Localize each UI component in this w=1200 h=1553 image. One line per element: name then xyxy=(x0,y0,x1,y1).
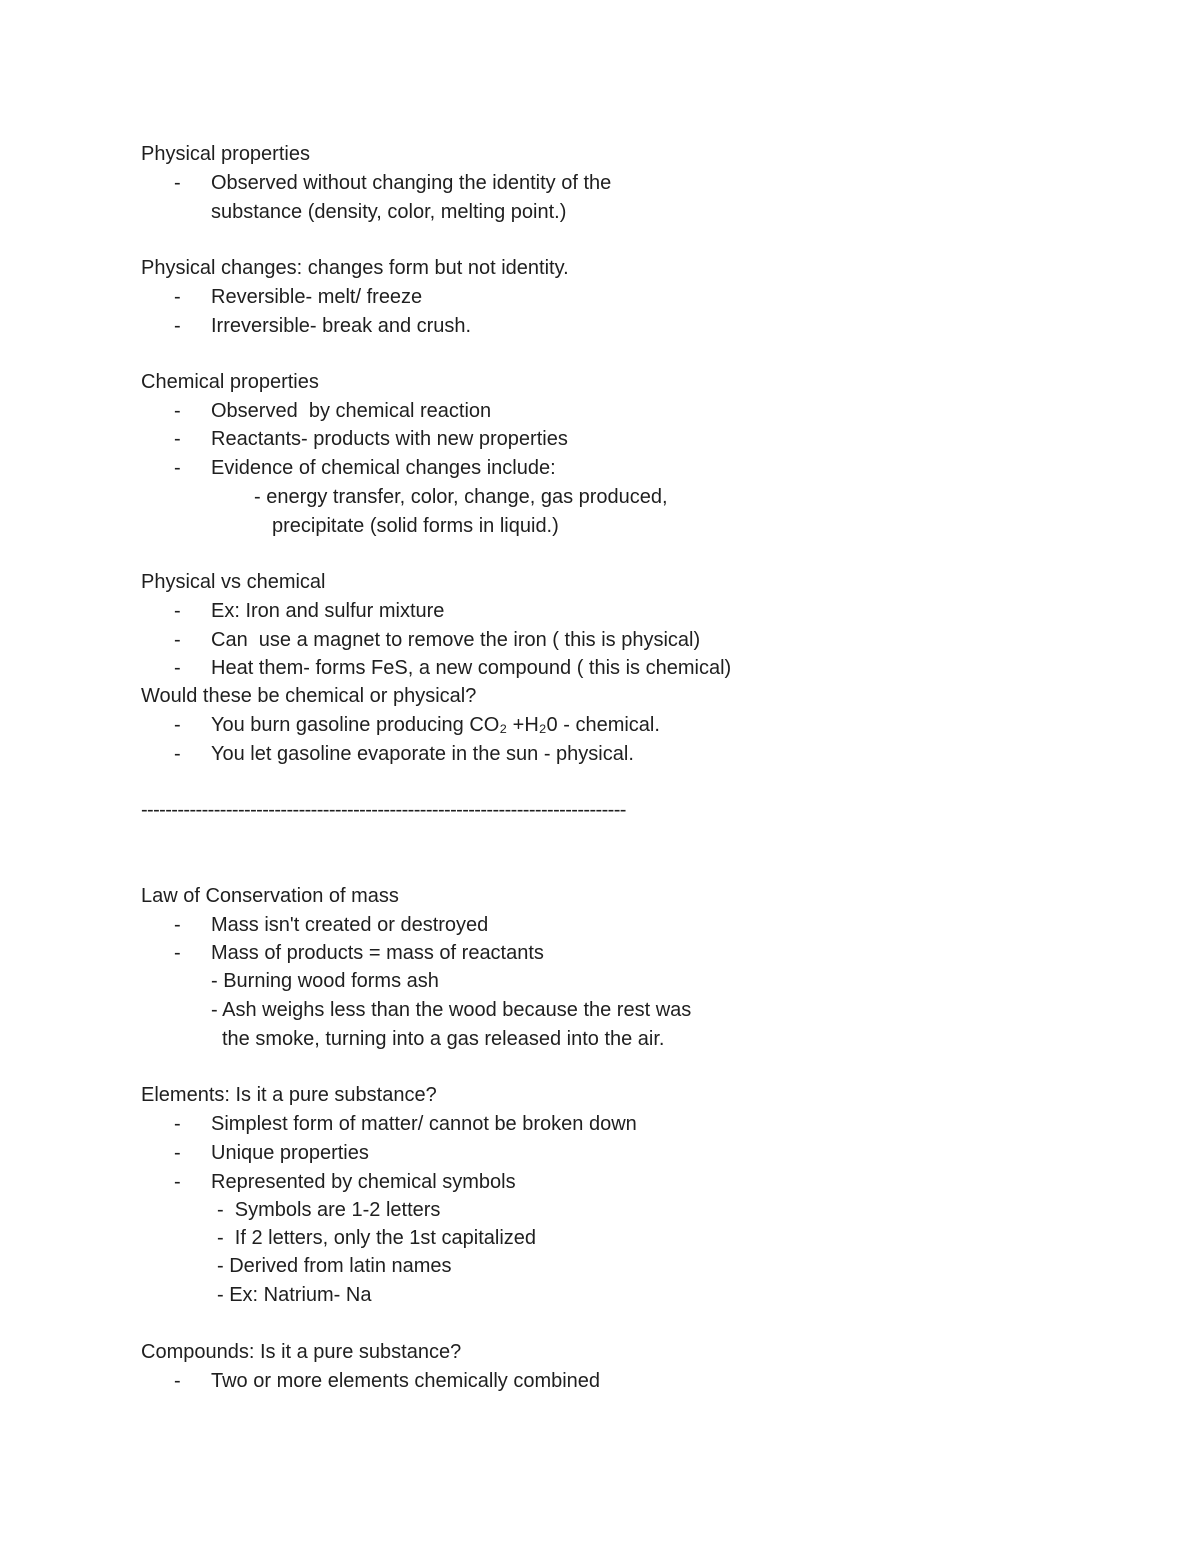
list-item-continuation: substance (density, color, melting point.) xyxy=(211,201,567,223)
section-heading-conservation: Law of Conservation of mass xyxy=(141,885,399,907)
list-item: Ex: Iron and sulfur mixture xyxy=(211,600,445,622)
list-item: Mass isn't created or destroyed xyxy=(211,914,489,936)
bullet-dash: - xyxy=(174,315,181,337)
bullet-dash: - xyxy=(174,286,181,308)
section-heading-physical-vs-chemical: Physical vs chemical xyxy=(141,571,326,593)
bullet-dash: - xyxy=(174,172,181,194)
bullet-dash: - xyxy=(174,629,181,651)
bullet-dash: - xyxy=(174,714,181,736)
bullet-dash: - xyxy=(174,942,181,964)
section-heading-physical-changes: Physical changes: changes form but not identity. xyxy=(141,257,569,279)
list-item: Observed by chemical reaction xyxy=(211,400,492,422)
sub-list-item: - Derived from latin names xyxy=(217,1255,452,1277)
list-item: Reversible- melt/ freeze xyxy=(211,286,423,308)
sub-list-item: - Ash weighs less than the wood because the rest was xyxy=(211,999,692,1021)
bullet-dash: - xyxy=(174,600,181,622)
list-item: Can use a magnet to remove the iron ( this is physical) xyxy=(211,629,701,651)
bullet-dash: - xyxy=(174,1113,181,1135)
list-item: Represented by chemical symbols xyxy=(211,1171,516,1193)
section-heading-compounds: Compounds: Is it a pure substance? xyxy=(141,1341,462,1363)
bullet-dash: - xyxy=(174,743,181,765)
separator-line: -------------------------------------------------------------------------------- xyxy=(141,799,626,821)
sub-list-item: - Symbols are 1-2 letters xyxy=(217,1199,441,1221)
list-item: Simplest form of matter/ cannot be broken down xyxy=(211,1113,637,1135)
section-heading-physical-properties: Physical properties xyxy=(141,143,310,165)
list-item: Unique properties xyxy=(211,1142,369,1164)
bullet-dash: - xyxy=(174,400,181,422)
sub-list-item-continuation: precipitate (solid forms in liquid.) xyxy=(272,515,559,537)
section-heading-chemical-properties: Chemical properties xyxy=(141,371,319,393)
list-item: Mass of products = mass of reactants xyxy=(211,942,544,964)
list-item: Heat them- forms FeS, a new compound ( this is chemical) xyxy=(211,657,732,679)
bullet-dash: - xyxy=(174,1370,181,1392)
list-item: Irreversible- break and crush. xyxy=(211,315,472,337)
list-item: Reactants- products with new properties xyxy=(211,428,568,450)
sub-list-item: - Burning wood forms ash xyxy=(211,970,439,992)
section-heading-elements: Elements: Is it a pure substance? xyxy=(141,1084,437,1106)
list-item: Two or more elements chemically combined xyxy=(211,1370,601,1392)
sub-list-item: - Ex: Natrium- Na xyxy=(217,1284,372,1306)
bullet-dash: - xyxy=(174,657,181,679)
sub-list-item-continuation: the smoke, turning into a gas released into the air. xyxy=(222,1028,665,1050)
list-item: Evidence of chemical changes include: xyxy=(211,457,556,479)
bullet-dash: - xyxy=(174,1142,181,1164)
sub-list-item: - energy transfer, color, change, gas produced, xyxy=(254,486,668,508)
list-item: Observed without changing the identity of the xyxy=(211,172,612,194)
bullet-dash: - xyxy=(174,914,181,936)
list-item: You burn gasoline producing CO₂ +H₂0 - chemical. xyxy=(211,714,660,736)
question-heading: Would these be chemical or physical? xyxy=(141,685,477,707)
bullet-dash: - xyxy=(174,428,181,450)
bullet-dash: - xyxy=(174,457,181,479)
bullet-dash: - xyxy=(174,1171,181,1193)
list-item: You let gasoline evaporate in the sun - physical. xyxy=(211,743,634,765)
sub-list-item: - If 2 letters, only the 1st capitalized xyxy=(217,1227,537,1249)
